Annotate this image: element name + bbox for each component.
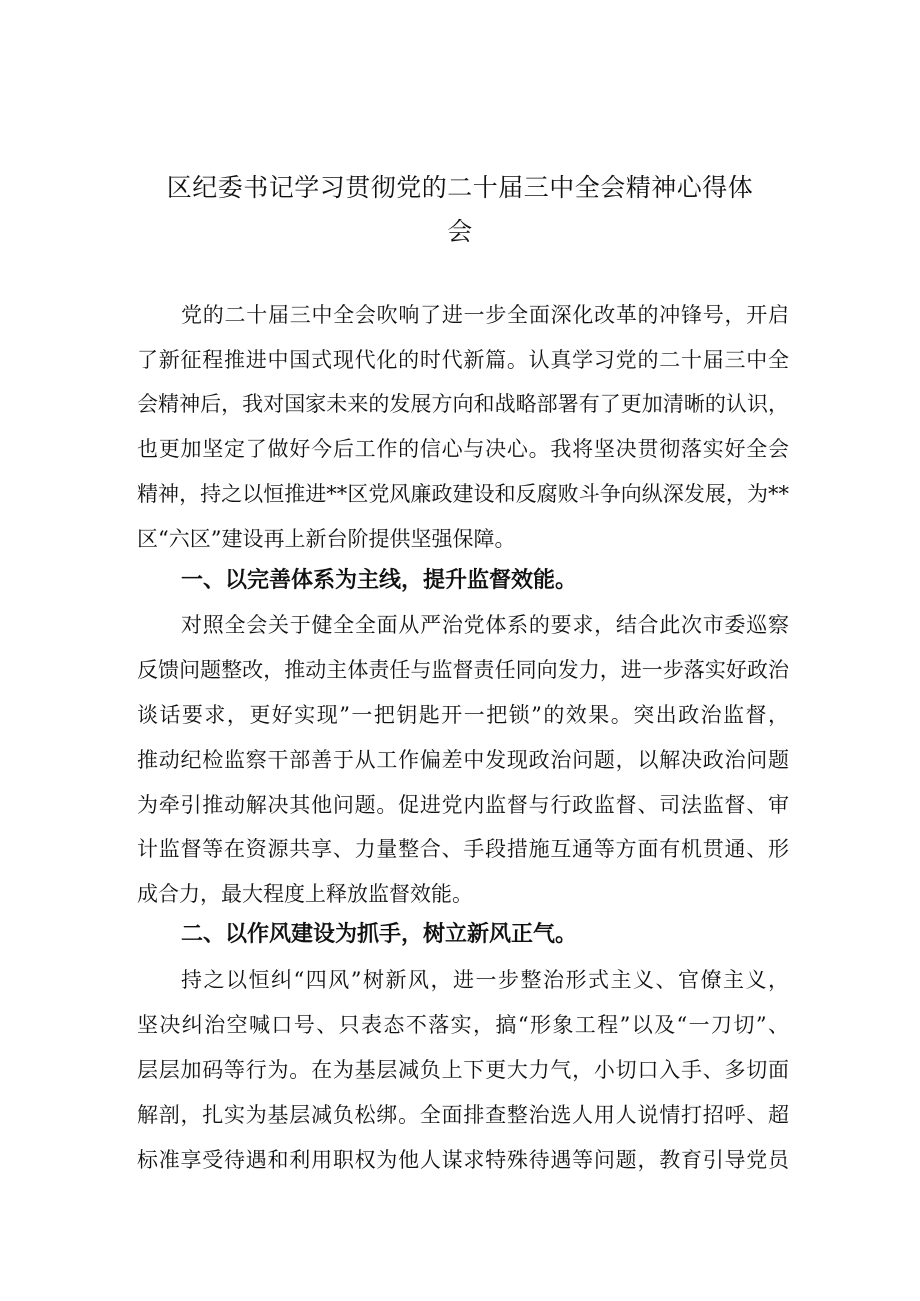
- section-2-line: 坚决纠治空喊口号、只表态不落实，搞“形象工程”以及“一刀切”、: [137, 1013, 789, 1037]
- section-2-line: 解剖，扎实为基层减负松绑。全面排查整治选人用人说情打招呼、超: [137, 1103, 789, 1127]
- document-title-line-2: 会: [447, 217, 473, 246]
- intro-line: 党的二十届三中全会吹响了进一步全面深化改革的冲锋号，开启: [181, 303, 789, 327]
- section-1-line: 反馈问题整改，推动主体责任与监督责任同向发力，进一步落实好政治: [137, 658, 789, 682]
- section-2-line: 层层加码等行为。在为基层减负上下更大力气，小切口入手、多切面: [137, 1058, 789, 1082]
- section-1-line: 成合力，最大程度上释放监督效能。: [137, 882, 473, 906]
- intro-line: 精神，持之以恒推进**区党风廉政建设和反腐败斗争向纵深发展，为**: [137, 482, 789, 506]
- section-1-line: 计监督等在资源共享、力量整合、手段措施互通等方面有机贯通、形: [137, 837, 789, 861]
- intro-line: 会精神后，我对国家未来的发展方向和战略部署有了更加清晰的认识，: [137, 392, 789, 416]
- section-2-line: 持之以恒纠“四风”树新风，进一步整治形式主义、官僚主义，: [181, 968, 789, 992]
- section-1-line: 谈话要求，更好实现”一把钥匙开一把锁”的效果。突出政治监督，: [137, 703, 789, 727]
- intro-line: 了新征程推进中国式现代化的时代新篇。认真学习党的二十届三中全: [137, 348, 789, 372]
- section-1-line: 对照全会关于健全全面从严治党体系的要求，结合此次市委巡察: [181, 613, 789, 637]
- section-2-line: 标准享受待遇和利用职权为他人谋求特殊待遇等问题，教育引导党员: [137, 1148, 789, 1172]
- section-1-line: 为牵引推动解决其他问题。促进党内监督与行政监督、司法监督、审: [137, 793, 789, 817]
- section-1-heading: 一、以完善体系为主线，提升监督效能。: [181, 568, 578, 593]
- intro-line: 区“六区”建设再上新台阶提供坚强保障。: [137, 527, 516, 551]
- intro-line: 也更加坚定了做好今后工作的信心与决心。我将坚决贯彻落实好全会: [137, 437, 789, 461]
- section-2-heading: 二、以作风建设为抓手，树立新风正气。: [181, 922, 578, 947]
- section-1-line: 推动纪检监察干部善于从工作偏差中发现政治问题，以解决政治问题: [137, 748, 789, 772]
- document-title-line-1: 区纪委书记学习贯彻党的二十届三中全会精神心得体: [166, 173, 754, 202]
